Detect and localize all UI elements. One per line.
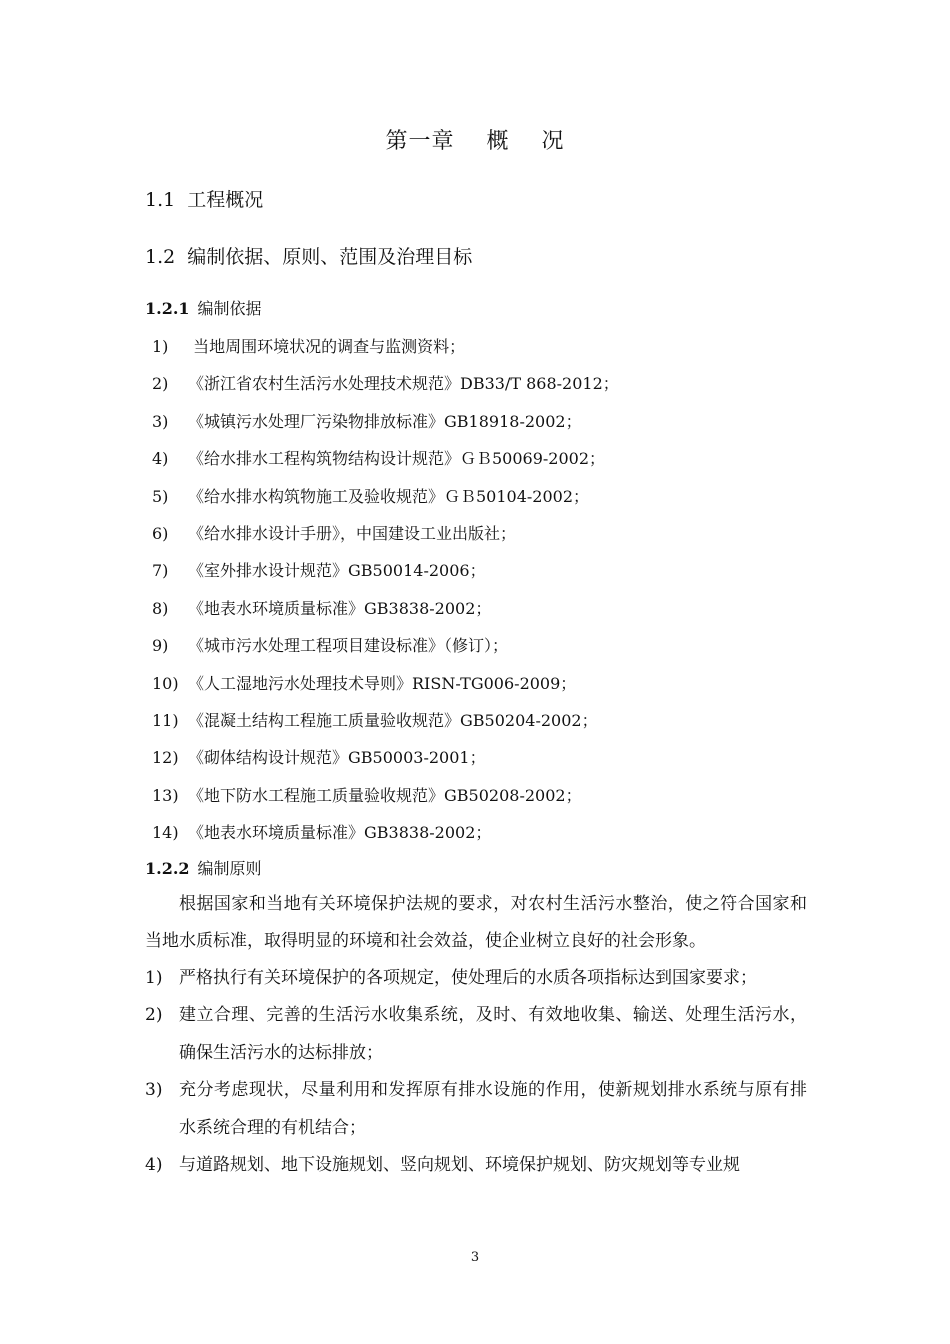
item-number: 1) <box>152 337 169 356</box>
section-number: 1.1 <box>145 189 176 211</box>
section-1-1-heading <box>145 185 263 212</box>
item-number: 11) <box>152 710 179 730</box>
subsection-number: 1.2.2 <box>145 859 190 878</box>
item-text: 《给水排水构筑物施工及验收规范》ＧＢ50104-2002； <box>188 486 590 506</box>
page-number: 3 <box>470 1250 480 1265</box>
item-text: 《地下防水工程施工质量验收规范》GB50208-2002； <box>188 785 582 805</box>
item-number: 5) <box>152 486 169 506</box>
subsection-1-2-1-heading <box>145 296 262 319</box>
list-item <box>145 1147 807 1184</box>
item-text: 《人工湿地污水处理技术导则》RISN-TG006-2009； <box>188 673 577 693</box>
list-item <box>145 960 807 997</box>
principle-list <box>145 960 807 1184</box>
list-item <box>152 408 619 445</box>
list-item <box>152 333 619 370</box>
item-text: 《混凝土结构工程施工质量验收规范》GB50204-2002； <box>188 710 598 730</box>
item-text: 《给水排水设计手册》，中国建设工业出版社； <box>188 523 517 543</box>
list-item <box>152 744 619 781</box>
subsection-1-2-2-heading <box>145 856 262 879</box>
list-item <box>152 819 619 856</box>
item-number: 8) <box>152 598 169 618</box>
item-number: 13) <box>152 785 179 805</box>
chapter-title: 第一章 概 况 <box>385 129 565 154</box>
item-number: 6) <box>152 523 169 543</box>
item-text: 与道路规划、地下设施规划、竖向规划、环境保护规划、防灾规划等专业规 <box>179 1155 740 1176</box>
list-item <box>152 707 619 744</box>
item-text: 《室外排水设计规范》GB50014-2006； <box>188 561 486 581</box>
item-text: 《地表水环境质量标准》GB3838-2002； <box>188 598 492 618</box>
section-1-2-heading <box>145 242 472 269</box>
section-title: 工程概况 <box>187 189 264 211</box>
item-text: 严格执行有关环境保护的各项规定，使处理后的水质各项指标达到国家要求； <box>179 968 757 988</box>
list-item <box>152 445 619 482</box>
subsection-title: 编制依据 <box>197 299 262 318</box>
item-text: 《城镇污水处理厂污染物排放标准》GB18918-2002； <box>188 411 582 431</box>
section-title: 编制依据、原则、范围及治理目标 <box>187 246 473 268</box>
item-number: 2) <box>152 374 169 394</box>
list-item <box>145 997 807 1072</box>
list-item <box>152 557 619 594</box>
list-item <box>152 483 619 520</box>
item-text: 充分考虑现状，尽量利用和发挥原有排水设施的作用，使新规划排水系统与原有排水系统合理的有机结合； <box>179 1080 807 1138</box>
item-text: 《浙江省农村生活污水处理技术规范》DB33/T 868-2012； <box>188 374 619 394</box>
item-number: 3) <box>152 411 169 431</box>
subsection-title: 编制原则 <box>197 859 262 878</box>
item-number: 12) <box>152 748 179 768</box>
reference-list <box>152 333 619 856</box>
item-number: 9) <box>152 636 169 656</box>
item-number: 4) <box>152 449 169 469</box>
item-number: 10) <box>152 673 179 693</box>
item-text: 建立合理、完善的生活污水收集系统，及时、有效地收集、输送、处理生活污水，确保生活污水的达标排放； <box>179 1005 807 1063</box>
item-text: 当地周围环境状况的调查与监测资料； <box>188 337 466 356</box>
item-number: 1) <box>145 968 163 988</box>
list-item <box>152 520 619 557</box>
item-number: 4) <box>145 1155 163 1176</box>
item-text: 《城市污水处理工程项目建设标准》（修订）； <box>188 636 509 656</box>
principle-intro-paragraph: 根据国家和当地有关环境保护法规的要求，对农村生活污水整治，使之符合国家和当地水质标准，取得明显的环境和社会效益，使企业树立良好的社会形象。 <box>145 894 807 952</box>
item-number: 14) <box>152 823 179 843</box>
list-item <box>152 370 619 407</box>
item-number: 7) <box>152 561 169 581</box>
item-text: 《地表水环境质量标准》GB3838-2002； <box>188 823 492 843</box>
list-item <box>152 782 619 819</box>
list-item <box>152 632 619 669</box>
subsection-number: 1.2.1 <box>145 299 190 318</box>
item-number: 2) <box>145 1005 163 1026</box>
section-number: 1.2 <box>145 246 176 268</box>
item-text: 《砌体结构设计规范》GB50003-2001； <box>188 748 486 768</box>
item-text: 《给水排水工程构筑物结构设计规范》ＧＢ50069-2002； <box>188 449 606 469</box>
item-number: 3) <box>145 1080 163 1101</box>
list-item <box>152 595 619 632</box>
list-item <box>145 1072 807 1147</box>
list-item <box>152 670 619 707</box>
